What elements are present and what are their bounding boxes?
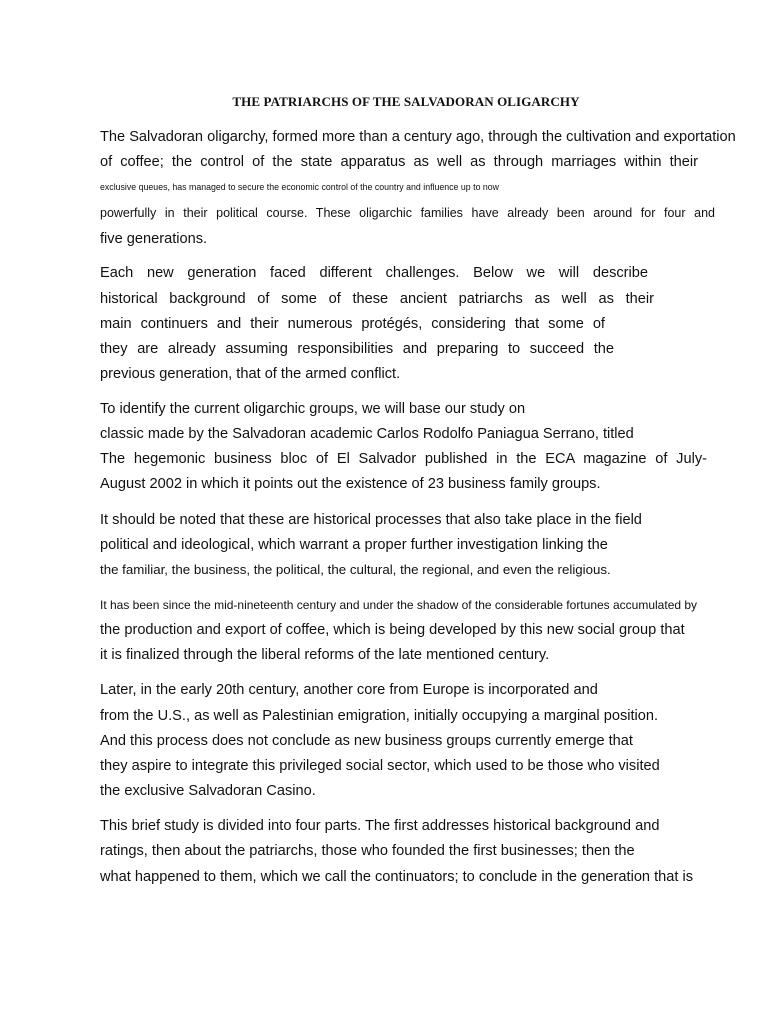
text-line: main continuers and their numerous protégés, considering that some of — [100, 316, 605, 332]
text-line: The Salvadoran oligarchy, formed more than a century ago, through the cultivation and exportation — [100, 129, 736, 145]
text-line: from the U.S., as well as Palestinian emigration, initially occupying a marginal position. — [100, 708, 659, 724]
text-line: And this process does not conclude as new business groups currently emerge that — [100, 733, 633, 749]
text-line: the exclusive Salvadoran Casino. — [100, 783, 316, 799]
text-line: This brief study is divided into four parts. The first addresses historical background and — [100, 818, 660, 834]
text-line: historical background of some of these ancient patriarchs as well as their — [100, 291, 654, 307]
text-line: the familiar, the business, the political, the cultural, the regional, and even the religious. — [100, 562, 611, 577]
text-line: political and ideological, which warrant a proper further investigation linking the — [100, 537, 608, 553]
text-line: It should be noted that these are historical processes that also take place in the field — [100, 512, 642, 528]
text-line: August 2002 in which it points out the existence of 23 business family groups. — [100, 476, 601, 492]
text-line: of coffee; the control of the state apparatus as well as through marriages within their — [100, 154, 698, 170]
text-line: The hegemonic business bloc of El Salvador published in the ECA magazine of July- — [100, 451, 707, 467]
text-line: classic made by the Salvadoran academic Carlos Rodolfo Paniagua Serrano, titled — [100, 426, 634, 442]
text-line: ratings, then about the patriarchs, those who founded the first businesses; then the — [100, 843, 635, 859]
text-line: it is finalized through the liberal reforms of the late mentioned century. — [100, 647, 550, 663]
text-line: they are already assuming responsibilities and preparing to succeed the — [100, 341, 614, 357]
text-line: To identify the current oligarchic groups, we will base our study on — [100, 401, 526, 417]
text-line: what happened to them, which we call the continuators; to conclude in the generation that is — [100, 869, 694, 885]
text-line: Later, in the early 20th century, another core from Europe is incorporated and — [100, 682, 598, 698]
text-line: previous generation, that of the armed conflict. — [100, 366, 401, 382]
document-title: THE PATRIARCHS OF THE SALVADORAN OLIGARCHY — [232, 94, 580, 109]
text-line: five generations. — [100, 231, 208, 247]
text-line: exclusive queues, has managed to secure the economic control of the country and influence up to now — [100, 182, 500, 192]
text-line: they aspire to integrate this privileged social sector, which used to be those who visited — [100, 758, 660, 774]
text-line: powerfully in their political course. These oligarchic families have already been around for four and — [100, 206, 715, 220]
text-line: the production and export of coffee, which is being developed by this new social group that — [100, 622, 685, 638]
text-line: Each new generation faced different challenges. Below we will describe — [100, 265, 648, 281]
text-line: It has been since the mid-nineteenth century and under the shadow of the considerable fortunes accumulated by — [100, 598, 698, 612]
